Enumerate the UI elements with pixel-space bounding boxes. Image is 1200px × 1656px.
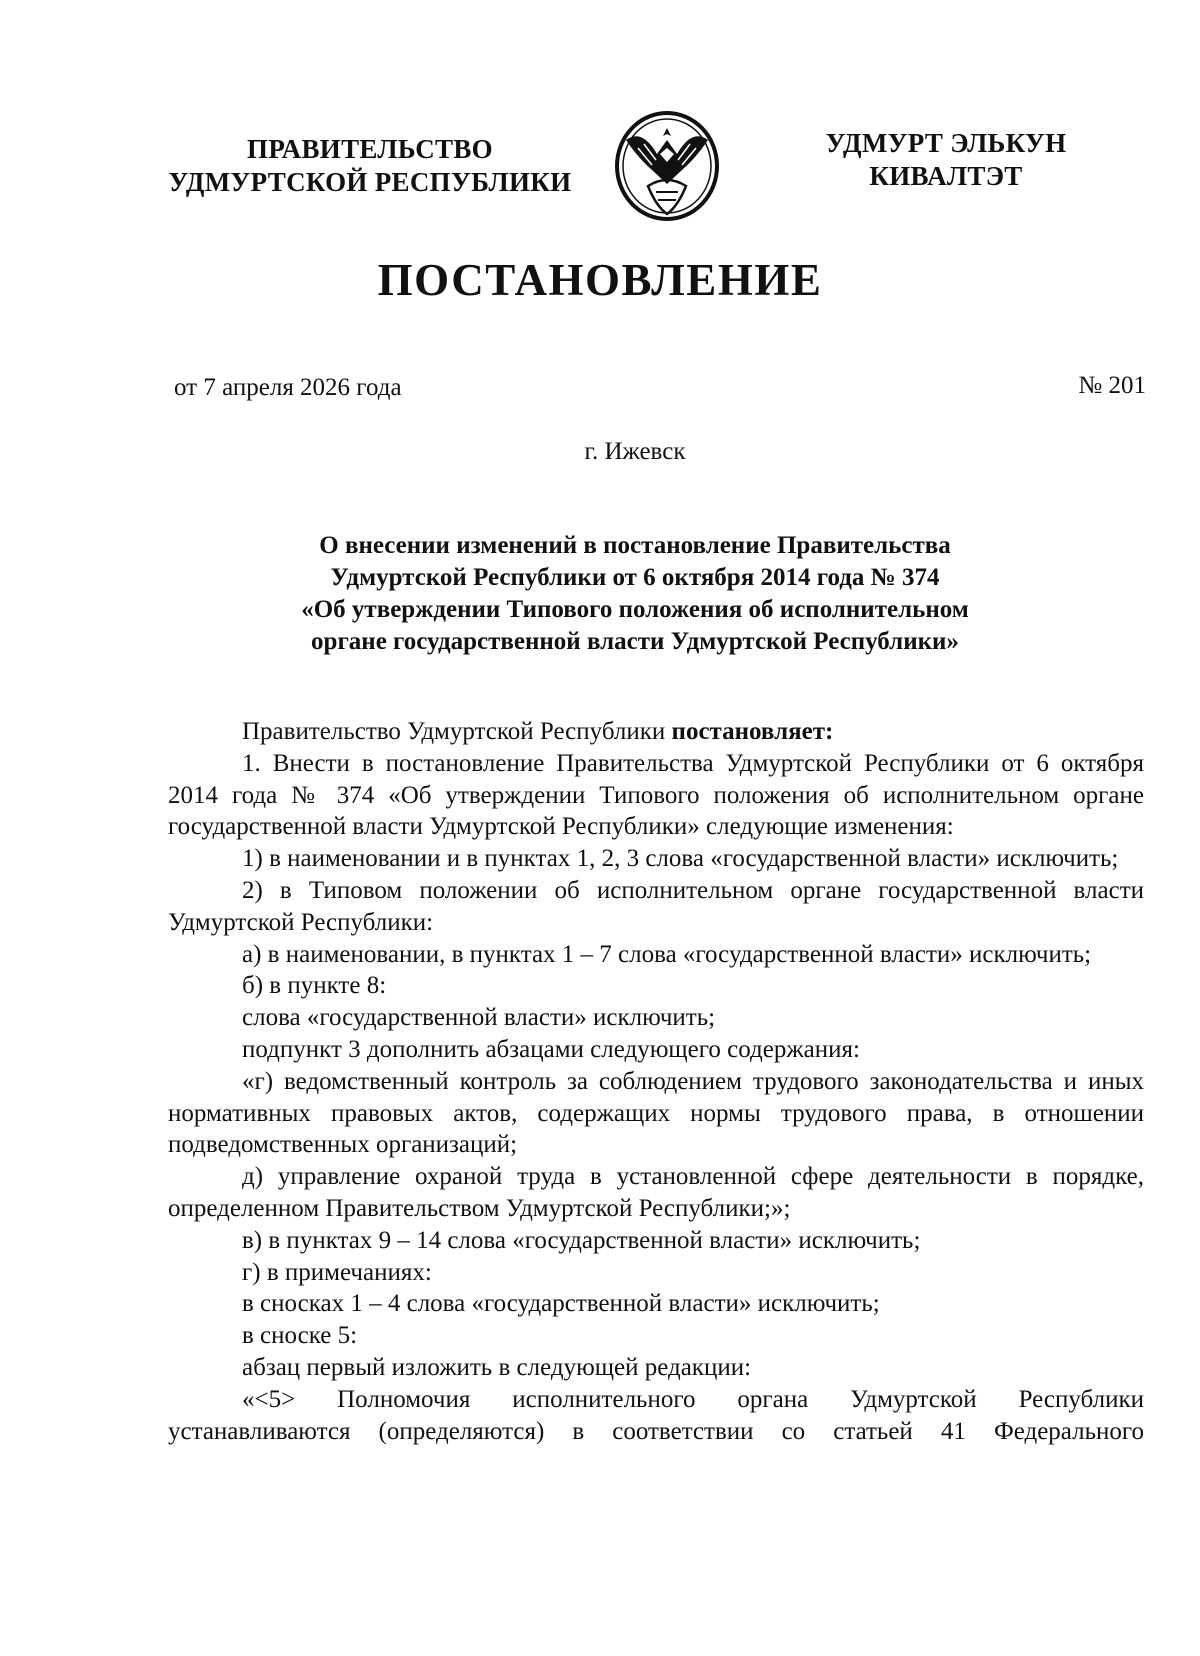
document-date: от 7 апреля 2026 года — [174, 374, 402, 401]
government-name-udmurt-line-2: КИВАЛТЭТ — [869, 161, 1023, 191]
body-paragraph: 2) в Типовом положении об исполнительном органе государственной власти Удмуртской Республики: — [168, 876, 1144, 936]
body-paragraph: абзац первый изложить в следующей редакции: — [242, 1353, 752, 1381]
document-subject — [230, 530, 1040, 658]
document-title: ПОСТАНОВЛЕНИЕ — [377, 255, 823, 305]
body-paragraph: слова «государственной власти» исключить; — [242, 1004, 716, 1032]
intro-colon: : — [825, 718, 834, 745]
body-paragraph: подпункт 3 дополнить абзацами следующего содержания: — [242, 1035, 860, 1063]
body-paragraph: в сноске 5: — [242, 1322, 358, 1350]
government-name-line-2: УДМУРТСКОЙ РЕСПУБЛИКИ — [168, 167, 572, 197]
body-paragraph: а) в наименовании, в пунктах 1 – 7 слова «государственной власти» исключить; — [242, 940, 1092, 968]
intro-paragraph — [168, 716, 1144, 748]
government-name-russian — [160, 133, 580, 199]
document-body — [168, 716, 1144, 1447]
government-name-udmurt — [808, 127, 1084, 193]
body-paragraph: б) в пункте 8: — [242, 972, 387, 1000]
body-paragraph: 1. Внести в постановление Правительства Удмуртской Республики от 6 октября 2014 года № 374 «Об утверждении Типового положения об исполнительном органе государственной власти Удмуртской Республики» следующие изменения: — [168, 749, 1144, 841]
subject-line: органе государственной власти Удмуртской Республики» — [311, 628, 959, 655]
intro-text: Правительство Удмуртской Республики — [242, 718, 672, 745]
body-paragraph: в сносках 1 – 4 слова «государственной власти» исключить; — [242, 1290, 880, 1318]
coat-of-arms-icon — [612, 110, 722, 222]
intro-verb: постановляет — [671, 718, 826, 745]
body-paragraph: в) в пунктах 9 – 14 слова «государственной власти» исключить; — [242, 1226, 921, 1254]
government-name-udmurt-line-1: УДМУРТ ЭЛЬКУН — [825, 128, 1067, 158]
document-city: г. Ижевск — [584, 438, 686, 465]
body-paragraph: «г) ведомственный контроль за соблюдением трудового законодательства и иных нормативных правовых актов, содержащих нормы трудового права, в отношении подведомственных организаций; — [168, 1067, 1144, 1159]
body-paragraph: 1) в наименовании и в пунктах 1, 2, 3 слова «государственной власти» исключить; — [242, 845, 1119, 873]
subject-line: «Об утверждении Типового положения об исполнительном — [301, 596, 969, 623]
body-paragraph: г) в примечаниях: — [242, 1258, 432, 1286]
body-paragraph: д) управление охраной труда в установленной сфере деятельности в порядке, определенном Правительством Удмуртской Республики;»; — [168, 1163, 1144, 1222]
body-paragraph: «<5> Полномочия исполнительного органа Удмуртской Республики устанавливаются (определяются) в соответствии со статьей 41 Федерального — [168, 1385, 1144, 1445]
subject-line: О внесении изменений в постановление Правительства — [319, 532, 951, 559]
government-name-line-1: ПРАВИТЕЛЬСТВО — [247, 134, 493, 164]
subject-line: Удмуртской Республики от 6 октября 2014 года № 374 — [330, 564, 940, 591]
document-number: № 201 — [1078, 372, 1146, 399]
